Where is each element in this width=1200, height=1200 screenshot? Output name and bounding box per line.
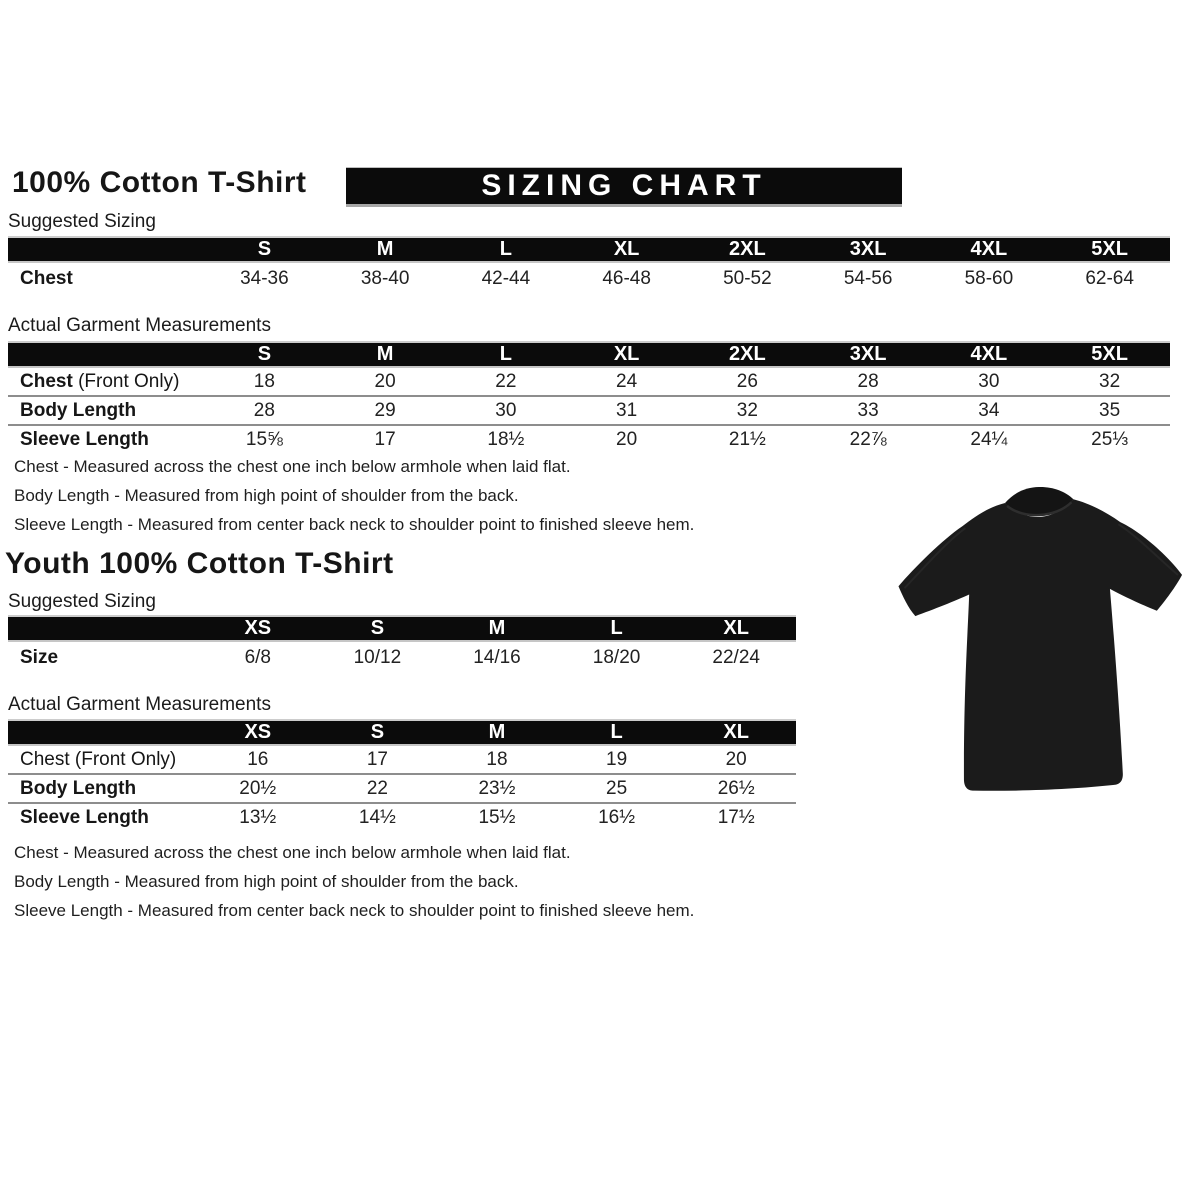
column-header: 5XL: [1049, 342, 1170, 367]
column-header: S: [318, 616, 438, 641]
cell: 24¼: [929, 425, 1050, 454]
column-header: XL: [676, 616, 796, 641]
cell: 26: [736, 370, 758, 392]
column-header: 4XL: [929, 237, 1050, 262]
youth-measurement-notes: [14, 838, 694, 925]
row-label: Sleeve Length: [8, 803, 198, 832]
cell: 20: [566, 425, 687, 454]
column-header: XS: [198, 720, 318, 745]
cell: 58-60: [964, 268, 1014, 289]
column-header: L: [557, 616, 677, 641]
adult-measurement-notes: [14, 452, 694, 539]
row-label: Chest (Front Only): [20, 748, 177, 770]
cell: 10/12: [353, 647, 402, 668]
column-header: XL: [566, 342, 687, 367]
adult-actual-measurements-label: Actual Garment Measurements: [8, 315, 271, 336]
row-label: Chest (Front Only): [20, 370, 180, 392]
cell: 34-36: [240, 268, 289, 289]
column-header: S: [204, 342, 325, 367]
cell: 31: [566, 396, 687, 425]
corner-cell: [8, 616, 198, 641]
corner-cell: [8, 720, 198, 745]
cell: 14/16: [473, 647, 521, 668]
cell: 33: [808, 396, 929, 425]
cell: 25: [557, 774, 677, 803]
note-line: Body Length - Measured from high point of shoulder from the back.: [14, 486, 519, 505]
cell: 20: [725, 748, 747, 770]
adult-suggested-sizing-table: [8, 236, 1170, 295]
youth-section-title: Youth 100% Cotton T-Shirt: [5, 547, 394, 580]
cell: 24: [616, 370, 638, 392]
column-header: M: [325, 237, 446, 262]
cell: 17: [325, 425, 446, 454]
cell: 22: [318, 774, 438, 803]
cell: 50-52: [723, 268, 772, 289]
cell: 32: [687, 396, 808, 425]
cell: 34: [929, 396, 1050, 425]
column-header: M: [437, 616, 557, 641]
row-label: Size: [20, 647, 59, 668]
cell: 32: [1099, 370, 1121, 392]
column-header: S: [318, 720, 438, 745]
row-label: Chest: [20, 268, 73, 289]
cell: 18: [486, 748, 508, 770]
sizing-chart-banner: [346, 167, 902, 207]
column-header: L: [446, 237, 567, 262]
page-title: 100% Cotton T-Shirt: [12, 166, 307, 199]
note-line: Chest - Measured across the chest one inch below armhole when laid flat.: [14, 457, 571, 476]
cell: 18½: [446, 425, 567, 454]
cell: 23½: [437, 774, 557, 803]
header-row: [8, 237, 1170, 262]
header-row: [8, 720, 796, 745]
cell: 21½: [687, 425, 808, 454]
cell: 20½: [198, 774, 318, 803]
cell: 16: [247, 748, 269, 770]
note-line: Sleeve Length - Measured from center back neck to shoulder point to finished sleeve hem.: [14, 515, 695, 534]
note-line: Body Length - Measured from high point of shoulder from the back.: [14, 872, 519, 891]
column-header: 2XL: [687, 342, 808, 367]
header-row: [8, 342, 1170, 367]
cell: 15⅝: [204, 425, 325, 454]
cell: 22: [495, 370, 517, 392]
column-header: 3XL: [808, 342, 929, 367]
row-label: Body Length: [8, 396, 204, 425]
cell: 62-64: [1085, 268, 1134, 289]
youth-actual-measurements-label: Actual Garment Measurements: [8, 694, 271, 715]
cell: 22/24: [712, 647, 760, 668]
youth-suggested-sizing-table: [8, 615, 796, 674]
cell: 28: [204, 396, 325, 425]
column-header: XL: [566, 237, 687, 262]
table-row: [8, 745, 796, 774]
cell: 15½: [437, 803, 557, 832]
column-header: M: [325, 342, 446, 367]
column-header: XS: [198, 616, 318, 641]
cell: 22⅞: [808, 425, 929, 454]
note-line: Sleeve Length - Measured from center back neck to shoulder point to finished sleeve hem.: [14, 901, 695, 920]
cell: 26½: [676, 774, 796, 803]
column-header: L: [446, 342, 567, 367]
youth-actual-measurements-table: [8, 719, 796, 832]
tshirt-body: [896, 496, 1187, 793]
cell: 17½: [676, 803, 796, 832]
table-row: [8, 425, 1170, 454]
table-row: [8, 774, 796, 803]
cell: 6/8: [244, 647, 271, 668]
table-row: [8, 641, 796, 674]
corner-cell: [8, 237, 204, 262]
tshirt-graphic: [888, 486, 1194, 808]
header-row: [8, 616, 796, 641]
cell: 14½: [318, 803, 438, 832]
tshirt-image: [888, 486, 1194, 808]
column-header: 3XL: [808, 237, 929, 262]
table-row: [8, 367, 1170, 396]
column-header: 2XL: [687, 237, 808, 262]
note-line: Chest - Measured across the chest one inch below armhole when laid flat.: [14, 843, 571, 862]
youth-suggested-sizing-label: Suggested Sizing: [8, 591, 156, 612]
column-header: S: [204, 237, 325, 262]
sizing-chart-banner-text: SIZING CHART: [481, 169, 767, 202]
cell: 18: [253, 370, 275, 392]
cell: 25⅓: [1049, 425, 1170, 454]
column-header: 5XL: [1049, 237, 1170, 262]
cell: 38-40: [360, 268, 410, 289]
cell: 19: [606, 748, 628, 770]
table-row: [8, 262, 1170, 295]
column-header: XL: [676, 720, 796, 745]
column-header: L: [557, 720, 677, 745]
cell: 30: [446, 396, 567, 425]
corner-cell: [8, 342, 204, 367]
cell: 13½: [198, 803, 318, 832]
adult-suggested-sizing-label: Suggested Sizing: [8, 211, 156, 232]
table-row: [8, 396, 1170, 425]
cell: 17: [366, 748, 388, 770]
table-row: [8, 803, 796, 832]
cell: 18/20: [592, 647, 641, 668]
adult-actual-measurements-table: [8, 341, 1170, 454]
column-header: 4XL: [929, 342, 1050, 367]
cell: 42-44: [481, 268, 531, 289]
column-header: M: [437, 720, 557, 745]
row-label: Body Length: [8, 774, 198, 803]
cell: 35: [1049, 396, 1170, 425]
cell: 46-48: [602, 268, 651, 289]
cell: 16½: [557, 803, 677, 832]
row-label: Sleeve Length: [8, 425, 204, 454]
cell: 20: [374, 370, 396, 392]
cell: 30: [978, 370, 1000, 392]
cell: 54-56: [843, 268, 893, 289]
cell: 29: [325, 396, 446, 425]
cell: 28: [857, 370, 879, 392]
